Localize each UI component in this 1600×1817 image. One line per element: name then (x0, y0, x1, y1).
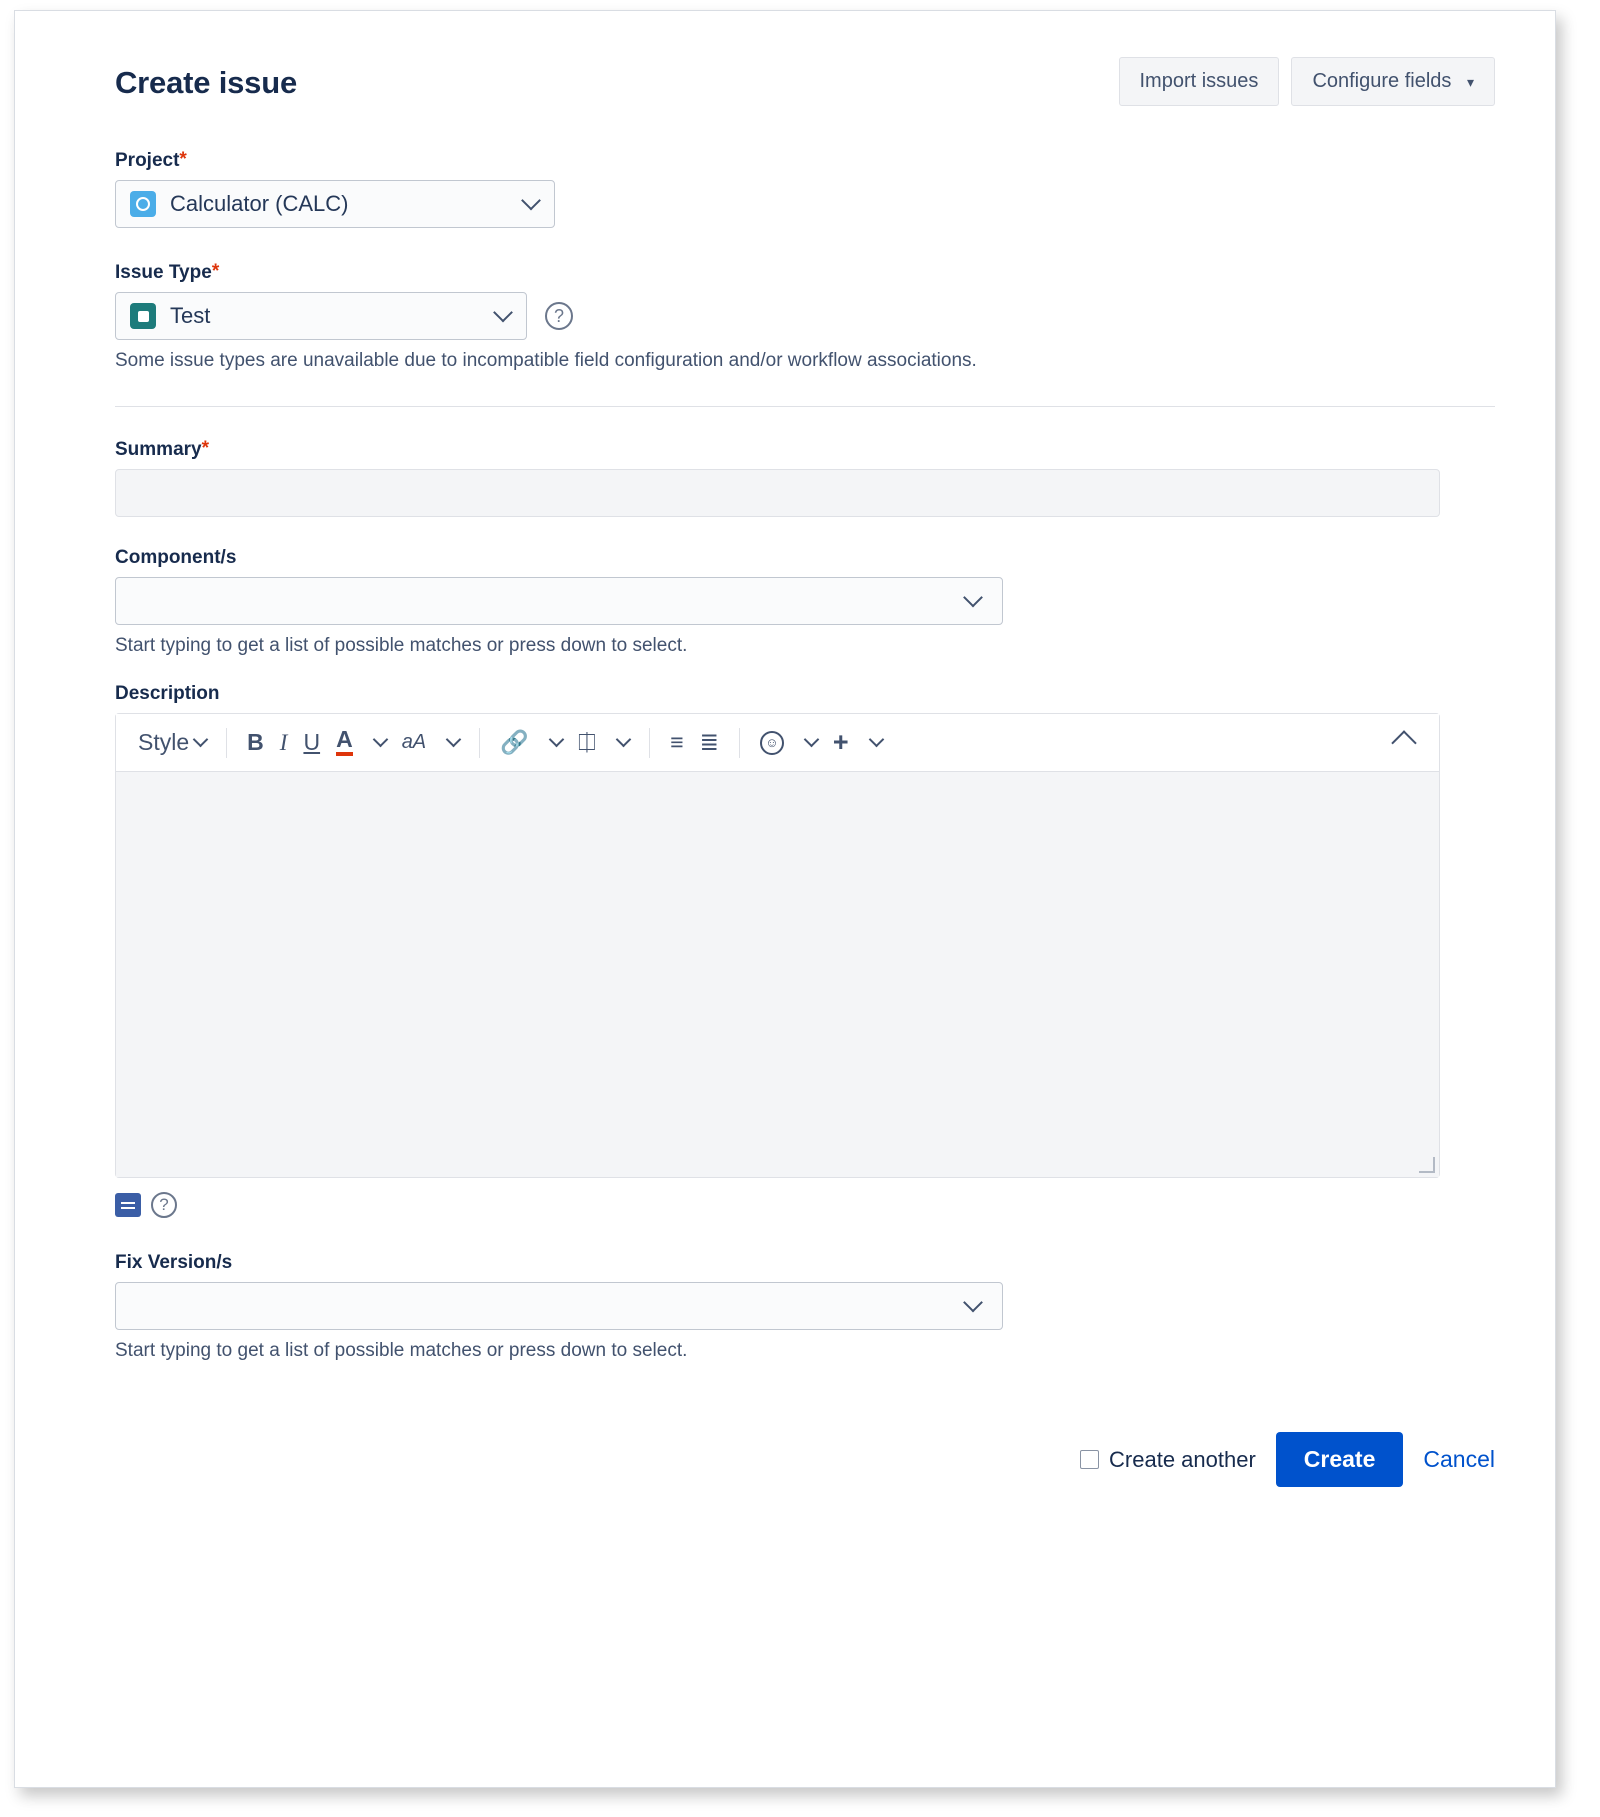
chevron-down-icon (804, 732, 820, 748)
chevron-down-icon: ▾ (1466, 74, 1474, 90)
insert-more-dropdown[interactable] (857, 733, 890, 752)
required-marker: * (211, 261, 220, 282)
text-color-button[interactable] (328, 725, 361, 760)
issue-type-field (115, 262, 1495, 372)
checkbox-box[interactable] (1080, 1450, 1099, 1469)
configure-fields-button[interactable] (1291, 57, 1495, 106)
summary-label (115, 439, 1495, 461)
components-help: Start typing to get a list of possible matches or press down to select. (115, 635, 688, 656)
issue-type-icon (130, 303, 156, 329)
question-circle-icon[interactable]: ? (151, 1192, 177, 1218)
underline-button[interactable]: U (303, 729, 321, 755)
issue-type-value: Test (170, 303, 211, 328)
chevron-down-icon (193, 732, 209, 748)
create-another-label: Create another (1109, 1446, 1256, 1472)
project-avatar-icon (130, 191, 156, 217)
fix-versions-field (115, 1252, 1495, 1362)
italic-button[interactable]: I (279, 729, 288, 755)
import-issues-label: Import issues (1139, 70, 1259, 92)
description-field (115, 683, 1495, 1218)
dialog-header (115, 57, 1495, 106)
project-value: Calculator (CALC) (170, 191, 349, 216)
components-field (115, 547, 1495, 657)
cancel-link[interactable]: Cancel (1423, 1446, 1495, 1472)
issue-type-select[interactable] (115, 292, 527, 340)
attachment-icon[interactable]: ⎅ (577, 729, 597, 755)
toolbar-divider (226, 728, 227, 758)
question-circle-icon[interactable]: ? (545, 302, 573, 330)
issue-type-label (115, 262, 1495, 284)
chevron-down-icon (493, 303, 513, 323)
dialog-footer (115, 1432, 1495, 1487)
configure-fields-label: Configure fields (1312, 70, 1452, 92)
bullet-list-icon[interactable]: ≡ (670, 729, 684, 755)
style-dropdown[interactable] (132, 725, 214, 760)
text-highlight-label: aA (401, 731, 427, 753)
chevron-down-icon (616, 732, 632, 748)
bold-button[interactable]: B (247, 729, 264, 755)
create-another-checkbox[interactable] (1080, 1447, 1256, 1473)
insert-more-button[interactable]: + (832, 727, 849, 757)
text-highlight-dropdown[interactable] (434, 733, 467, 752)
emoji-icon[interactable]: ☺ (752, 727, 792, 759)
chevron-down-icon (549, 732, 565, 748)
fix-versions-input[interactable] (115, 1282, 1003, 1330)
required-marker: * (201, 438, 210, 459)
text-mode-icon[interactable] (115, 1193, 141, 1217)
numbered-list-icon[interactable]: ≣ (699, 729, 719, 755)
project-select[interactable] (115, 180, 555, 228)
editor-footer (115, 1192, 1495, 1218)
toolbar-divider (739, 728, 740, 758)
fix-versions-label: Fix Version/s (115, 1252, 233, 1273)
description-label: Description (115, 683, 220, 704)
link-dropdown[interactable] (537, 733, 570, 752)
resize-handle[interactable] (1419, 1157, 1435, 1173)
page-title: Create issue (115, 65, 297, 100)
summary-field (115, 439, 1495, 517)
summary-label-text: Summary (115, 439, 202, 460)
summary-input[interactable] (115, 469, 1440, 517)
chevron-down-icon (521, 191, 541, 211)
toolbar-divider (649, 728, 650, 758)
chevron-down-icon (963, 588, 983, 608)
issue-type-description: Some issue types are unavailable due to incompatible field configuration and/or workflow associations. (115, 350, 977, 371)
text-color-label: A (336, 729, 353, 756)
issue-type-label-text: Issue Type (115, 262, 212, 283)
fix-versions-help: Start typing to get a list of possible matches or press down to select. (115, 1340, 688, 1361)
import-issues-button[interactable] (1119, 57, 1280, 106)
link-icon[interactable]: 🔗 (500, 729, 529, 755)
create-issue-dialog (14, 10, 1556, 1788)
create-button[interactable]: Create (1276, 1432, 1404, 1487)
style-label: Style (138, 729, 190, 755)
project-field (115, 150, 1495, 228)
header-actions (1119, 57, 1496, 106)
emoji-dropdown[interactable] (792, 733, 825, 752)
attachment-dropdown[interactable] (604, 733, 637, 752)
chevron-down-icon (446, 732, 462, 748)
section-divider (115, 406, 1495, 407)
text-color-dropdown[interactable] (361, 733, 394, 752)
collapse-toolbar-icon[interactable] (1391, 730, 1416, 755)
components-label: Component/s (115, 547, 237, 568)
components-input[interactable] (115, 577, 1003, 625)
chevron-down-icon (372, 732, 388, 748)
description-editor (115, 713, 1440, 1178)
editor-toolbar (116, 714, 1439, 772)
chevron-down-icon (868, 732, 884, 748)
description-textarea[interactable] (116, 772, 1439, 1177)
text-highlight-button[interactable] (394, 727, 434, 758)
project-label (115, 150, 1495, 172)
chevron-down-icon (963, 1293, 983, 1313)
project-label-text: Project (115, 150, 180, 171)
required-marker: * (179, 149, 187, 170)
toolbar-divider (479, 728, 480, 758)
